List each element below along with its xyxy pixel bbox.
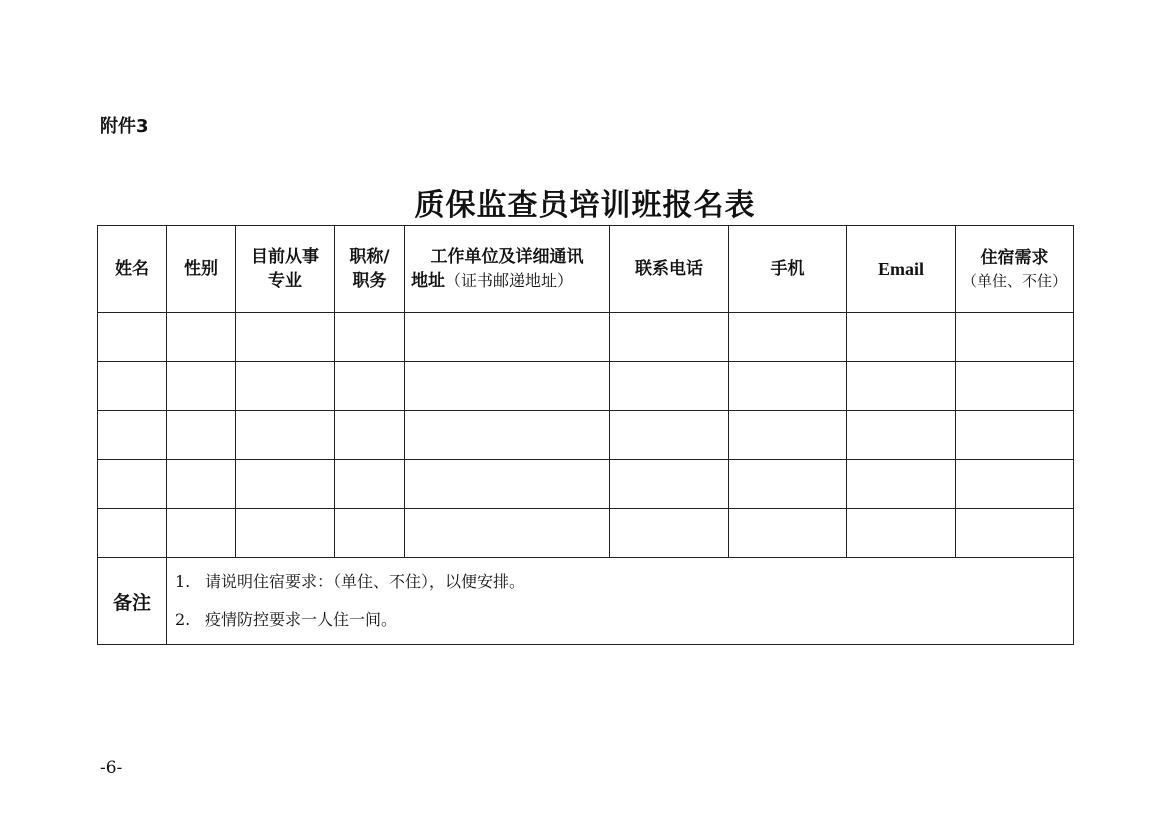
header-row [98, 226, 1074, 313]
input-cell[interactable] [405, 460, 610, 509]
input-cell[interactable] [405, 362, 610, 411]
input-cell[interactable] [405, 313, 610, 362]
input-cell[interactable] [956, 509, 1074, 558]
input-cell[interactable] [167, 509, 236, 558]
notes-row [98, 558, 1074, 645]
header-title: 职称/ 职务 [335, 226, 405, 313]
input-cell[interactable] [405, 411, 610, 460]
table-row [98, 411, 1074, 460]
table-row [98, 460, 1074, 509]
registration-table [97, 225, 1074, 645]
input-cell[interactable] [847, 362, 956, 411]
header-phone: 联系电话 [610, 226, 729, 313]
input-cell[interactable] [98, 362, 167, 411]
input-cell[interactable] [847, 509, 956, 558]
input-cell[interactable] [335, 313, 405, 362]
input-cell[interactable] [167, 362, 236, 411]
header-email: Email [847, 226, 956, 313]
table-row [98, 313, 1074, 362]
input-cell[interactable] [98, 460, 167, 509]
header-name: 姓名 [98, 226, 167, 313]
input-cell[interactable] [167, 460, 236, 509]
input-cell[interactable] [610, 509, 729, 558]
page-number: -6- [100, 758, 123, 778]
input-cell[interactable] [335, 362, 405, 411]
input-cell[interactable] [847, 313, 956, 362]
input-cell[interactable] [610, 313, 729, 362]
table-row [98, 362, 1074, 411]
input-cell[interactable] [236, 362, 335, 411]
header-address: 工作单位及详细通讯 地址（证书邮递地址） [405, 226, 610, 313]
header-gender: 性别 [167, 226, 236, 313]
input-cell[interactable] [729, 460, 847, 509]
input-cell[interactable] [335, 460, 405, 509]
input-cell[interactable] [610, 362, 729, 411]
input-cell[interactable] [956, 362, 1074, 411]
input-cell[interactable] [98, 509, 167, 558]
form-title: 质保监查员培训班报名表 [414, 188, 756, 223]
table-row [98, 509, 1074, 558]
input-cell[interactable] [236, 460, 335, 509]
input-cell[interactable] [335, 411, 405, 460]
input-cell[interactable] [847, 460, 956, 509]
input-cell[interactable] [956, 313, 1074, 362]
input-cell[interactable] [98, 313, 167, 362]
note-item: 2. 疫情防控要求一人住一间。 [175, 610, 398, 629]
header-lodging: 住宿需求 （单住、不住） [956, 226, 1074, 313]
input-cell[interactable] [729, 362, 847, 411]
input-cell[interactable] [167, 313, 236, 362]
attachment-label: 附件3 [100, 116, 149, 137]
input-cell[interactable] [610, 411, 729, 460]
note-item: 1. 请说明住宿要求：（单住、不住），以便安排。 [175, 572, 526, 591]
input-cell[interactable] [98, 411, 167, 460]
header-major: 目前从事 专业 [236, 226, 335, 313]
input-cell[interactable] [167, 411, 236, 460]
input-cell[interactable] [335, 509, 405, 558]
notes-body [167, 558, 1074, 645]
input-cell[interactable] [956, 460, 1074, 509]
input-cell[interactable] [729, 411, 847, 460]
input-cell[interactable] [956, 411, 1074, 460]
input-cell[interactable] [236, 509, 335, 558]
input-cell[interactable] [236, 313, 335, 362]
notes-label: 备注 [98, 558, 167, 645]
input-cell[interactable] [610, 460, 729, 509]
header-mobile: 手机 [729, 226, 847, 313]
input-cell[interactable] [405, 509, 610, 558]
input-cell[interactable] [729, 313, 847, 362]
input-cell[interactable] [847, 411, 956, 460]
input-cell[interactable] [729, 509, 847, 558]
input-cell[interactable] [236, 411, 335, 460]
